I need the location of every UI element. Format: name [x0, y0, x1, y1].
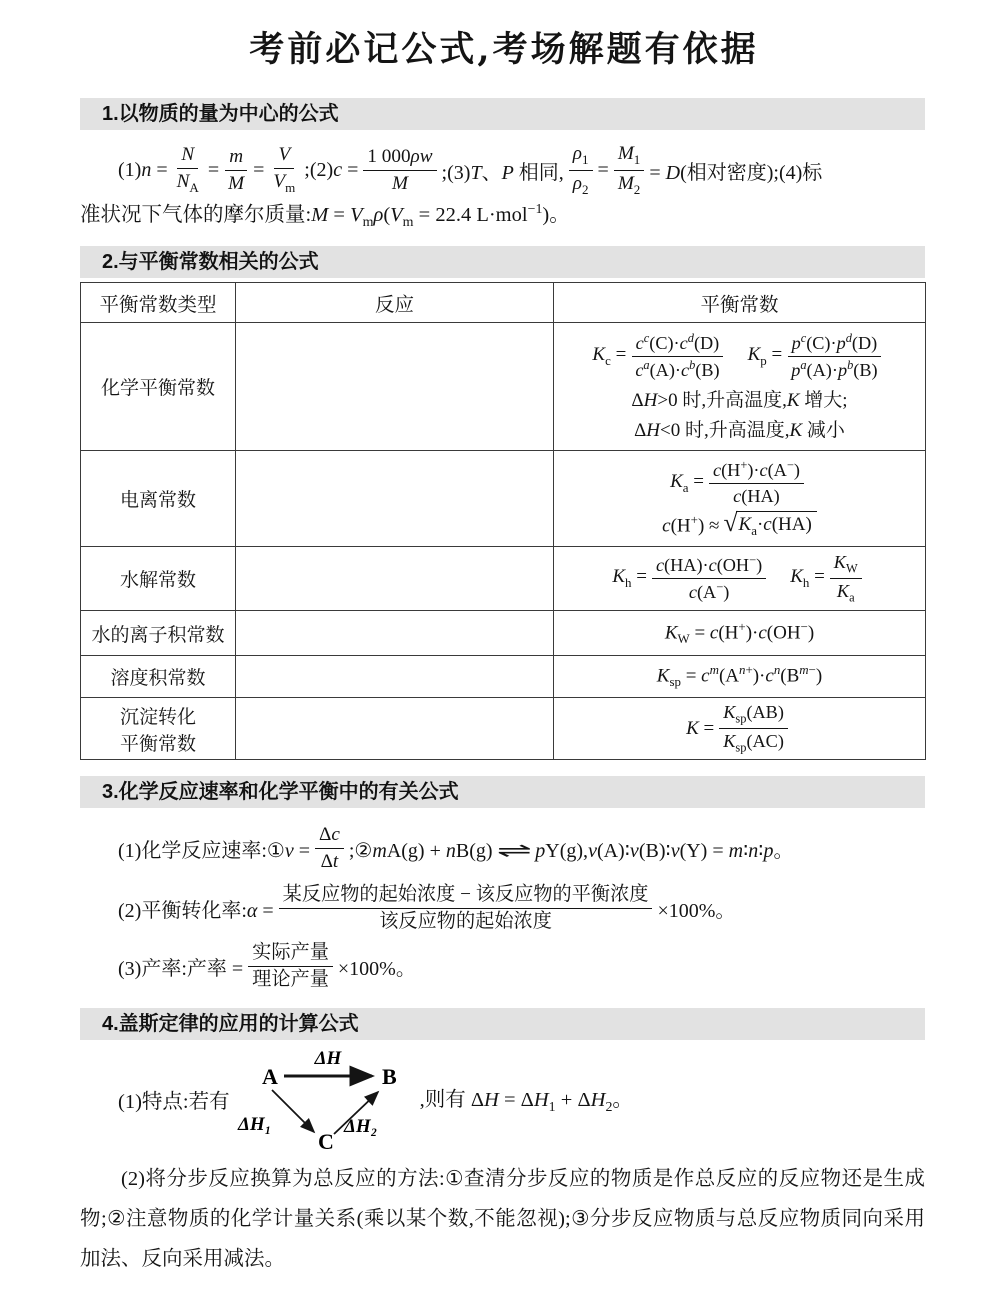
- section-3-formula-line-2: (2)平衡转化率:α = $\frac{\text{某反应物的起始浓度 − 该反应物的平衡浓度}}{\text{该反应物的起始浓度}}$ ×100%。: [118, 883, 736, 932]
- section-3-heading: 3.化学反应速率和化学平衡中的有关公式: [80, 776, 925, 808]
- header-cell-reaction: 反应: [236, 283, 554, 323]
- node-c-label: C: [317, 1129, 334, 1152]
- cell-reaction: [236, 698, 554, 760]
- arrow-a-to-c: [272, 1090, 314, 1132]
- cell-reaction: [236, 547, 554, 611]
- constant-formula: $K_{sp} = c^m(A^{n+})\cdot c^n(B^{m-})$: [656, 662, 823, 690]
- equilibrium-constants-table: [80, 282, 926, 760]
- cell-type: [81, 698, 236, 760]
- cell-constant: [554, 698, 926, 760]
- section-1-formula-line-2: 准状况下气体的摩尔质量:M = $V_m\rho(V_m = 22.4$ L·mol$^{-1}$)。: [80, 202, 570, 231]
- delta-h2-label: ΔH₂: [343, 1116, 377, 1137]
- table-row: [81, 656, 926, 698]
- cell-type-line-2: 平衡常数: [119, 733, 196, 755]
- table-row: [81, 698, 926, 760]
- header-cell-constant: 平衡常数: [554, 283, 926, 323]
- cell-constant: [554, 451, 926, 547]
- header-cell-type: 平衡常数类型: [81, 283, 236, 323]
- cell-type: 水的离子积常数: [81, 611, 236, 656]
- section-3-formula-line-1: (1)化学反应速率:①v = $\frac{\Delta c}{\Delta t}$ ;②mA(g) + nB(g) ⇌ pY(g),v(A)∶v(B)∶v(Y) = m∶n∶p。: [118, 823, 794, 872]
- cell-type: 溶度积常数: [81, 656, 236, 698]
- cell-type: 电离常数: [81, 451, 236, 547]
- cell-reaction: [236, 611, 554, 656]
- table-row: [81, 547, 926, 611]
- content-column: [80, 98, 925, 1280]
- constant-formula: K = $\frac{K_{sp}(AB)}{K_{sp}(AC)}$: [558, 701, 921, 756]
- cell-constant: [554, 547, 926, 611]
- cell-constant: [554, 656, 926, 698]
- cell-type: 水解常数: [81, 547, 236, 611]
- section-1-formula-line-1: (1)n = $\frac{N}{N_A}$ = $\frac{m}{M}$ = $\frac{V}{V_m}$ ;(2)c = $\frac{1 000\rho w}{M}$ ;(3)T、P 相同, $\frac{\rho_1}{\rho_2}$ = $\frac{M_1}{M_2}$ = D(相对密度);(4)标: [118, 143, 823, 197]
- cell-reaction: [236, 323, 554, 451]
- table-row: [81, 323, 926, 451]
- table-row: [81, 451, 926, 547]
- hess-triangle-diagram: [234, 1046, 416, 1152]
- section-4-heading: 4.盖斯定律的应用的计算公式: [80, 1008, 925, 1040]
- constant-formula: $K_W = c(H^+)\cdot c(OH^-)$: [664, 618, 815, 647]
- hess-conclusion-formula: ,则有 $\Delta H = \Delta H_1 + \Delta H_2$。: [419, 1088, 633, 1116]
- section-3-formula-line-3: (3)产率:产率 = $\frac{\text{实际产量}}{\text{理论产量}}$ ×100%。: [118, 941, 416, 990]
- table-header-row: [81, 283, 926, 323]
- cell-type-line-1: 沉淀转化: [119, 706, 196, 728]
- cell-reaction: [236, 451, 554, 547]
- constant-note: ΔH>0 时,升高温度,K 增大;: [631, 389, 848, 411]
- delta-h1-label: ΔH₁: [237, 1114, 271, 1135]
- constant-formula: c(H+) ≈ √ $K_a\cdot c(HA)$: [558, 511, 921, 539]
- node-b-label: B: [381, 1064, 397, 1089]
- cell-type: 化学平衡常数: [81, 323, 236, 451]
- delta-h-label: ΔH: [314, 1048, 341, 1069]
- constant-note: ΔH<0 时,升高温度,K 减小: [634, 419, 845, 441]
- section-4-paragraph: (2)将分步反应换算为总反应的方法:①查清分步反应的物质是作总反应的反应物还是生成物;②注意物质的化学计量关系(乘以某个数,不能忽视);③分步反应物质与总反应物质同向采用加法、反向采用减法。: [80, 1168, 925, 1270]
- table-row: [81, 611, 926, 656]
- hess-law-line: [80, 1046, 925, 1152]
- constant-formula: $K_h$ = $\frac{c(HA)\cdot c(OH^-)}{c(A^-)}$ $K_h$ = $\frac{K_W}{K_a}$: [558, 551, 921, 606]
- node-a-label: A: [261, 1064, 278, 1089]
- cell-reaction: [236, 656, 554, 698]
- section-1-heading: 1.以物质的量为中心的公式: [80, 98, 925, 130]
- section-2-heading: 2.与平衡常数相关的公式: [80, 246, 925, 278]
- cell-constant: [554, 611, 926, 656]
- constant-formula: $K_a$ = $\frac{c(H^+)\cdot c(A^-)}{c(HA)}$: [558, 458, 921, 508]
- constant-formula: $K_c$ = $\frac{c^c(C)\cdot c^d(D)}{c^a(A)\cdot c^b(B)}$ $K_p$ = $\frac{p^c(C)\cdot p^d(D)}{p^a(A)\cdot p^b(B)}$: [558, 331, 921, 382]
- hess-intro-text: (1)特点:若有: [118, 1091, 230, 1113]
- page-title: 考前必记公式,考场解题有依据: [249, 29, 759, 70]
- cell-constant: [554, 323, 926, 451]
